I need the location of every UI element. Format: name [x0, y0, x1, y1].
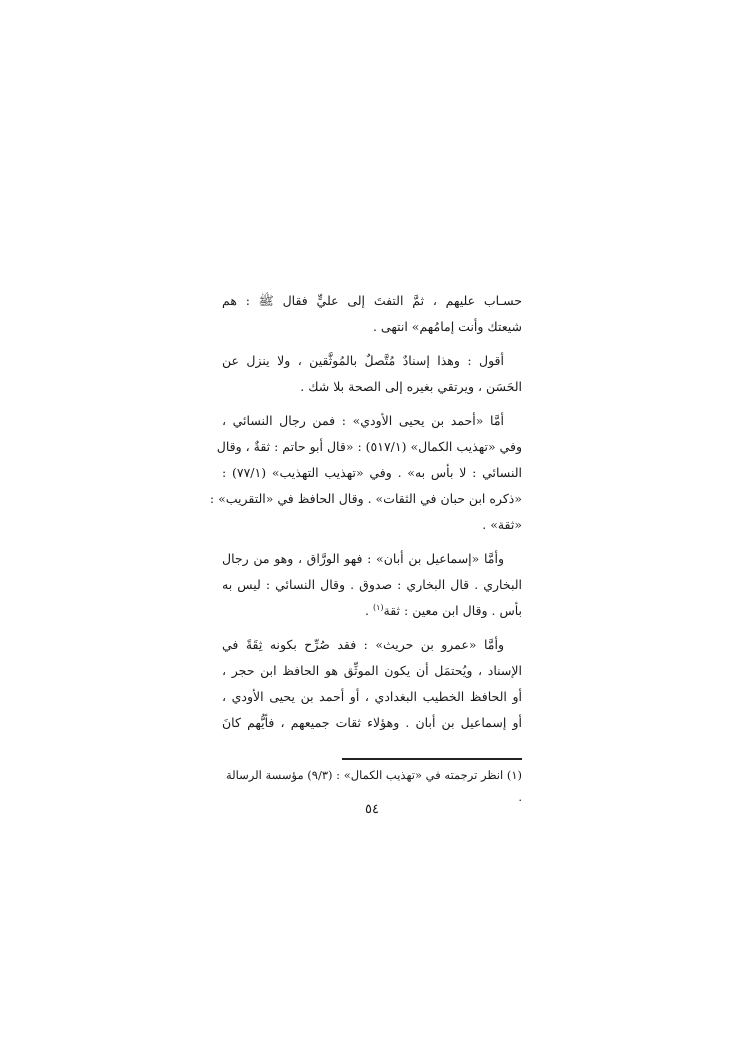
- paragraph-4: [222, 546, 522, 624]
- text-line: أقول : وهذا إسنادٌ مُتَّصلٌ بالمُوثَّقين ، ولا ينزل عن: [222, 353, 504, 368]
- text-line: وأمَّا «عمرو بن حريث» : فقد صُرِّح بكونه ثِقَةً في: [222, 637, 504, 652]
- text-line: الحَسَن ، ويرتقي بغيره إلى الصحة بلا شك .: [300, 379, 522, 394]
- text-segment: بأس . وقال ابن معين : ثقة: [383, 603, 522, 618]
- main-text: [209, 288, 522, 744]
- text-line: البخاري . قال البخاري : صدوق . وقال النسائي : ليس به: [222, 577, 522, 592]
- text-line: «ذكره ابن حبان في الثقات» . وقال الحافظ في «التقريب» :: [209, 491, 522, 506]
- text-line: وفي «تهذيب الكمال» (٥١٧/١) : «قال أبو حاتم : ثقةٌ ، وقال: [216, 439, 522, 454]
- footnote: (١) انظر ترجمته في «تهذيب الكمال» : (٩/٣) مؤسسة الرسالة .: [225, 768, 522, 804]
- text-segment: .: [365, 603, 373, 618]
- text-line: الإسناد ، ويُحتمَل أن يكون الموثِّق هو الحافظ ابن حجر ،: [222, 663, 522, 678]
- text-line: «ثقة» .: [482, 517, 522, 532]
- text-line: أو الحافظ الخطيب البغدادي ، أو أحمد بن يحيى الأودي ،: [222, 689, 522, 704]
- text-line: أو إسماعيل بن أبان . وهؤلاء ثقات جميعهم ، فأيُّهم كانَ: [222, 715, 522, 730]
- text-line: حسـاب عليهم ، ثمَّ التفتَ إلى عليٍّ فقال ﷺ : هم: [222, 293, 522, 308]
- paragraph-2: [222, 348, 522, 400]
- text-line: أمَّا «أحمد بن يحيى الأودي» : فمن رجال النسائي ،: [222, 413, 504, 428]
- text-line: وأمَّا «إسماعيل بن أبان» : فهو الورَّاق ، وهو من رجال: [222, 551, 504, 566]
- text-line: [222, 598, 522, 624]
- text-line: النسائي : لا بأس به» . وفي «تهذيب التهذيب» (٧٧/١) :: [222, 465, 522, 480]
- footnote-marker[interactable]: (١): [372, 602, 384, 612]
- text-line: شيعتك وأنت إمامُهم» انتهى .: [372, 319, 522, 334]
- footnote-divider: [342, 758, 522, 760]
- paragraph-1: [222, 288, 522, 340]
- paragraph-5: [222, 632, 522, 736]
- paragraph-3: [209, 408, 522, 538]
- page-number: ٥٤: [365, 802, 379, 817]
